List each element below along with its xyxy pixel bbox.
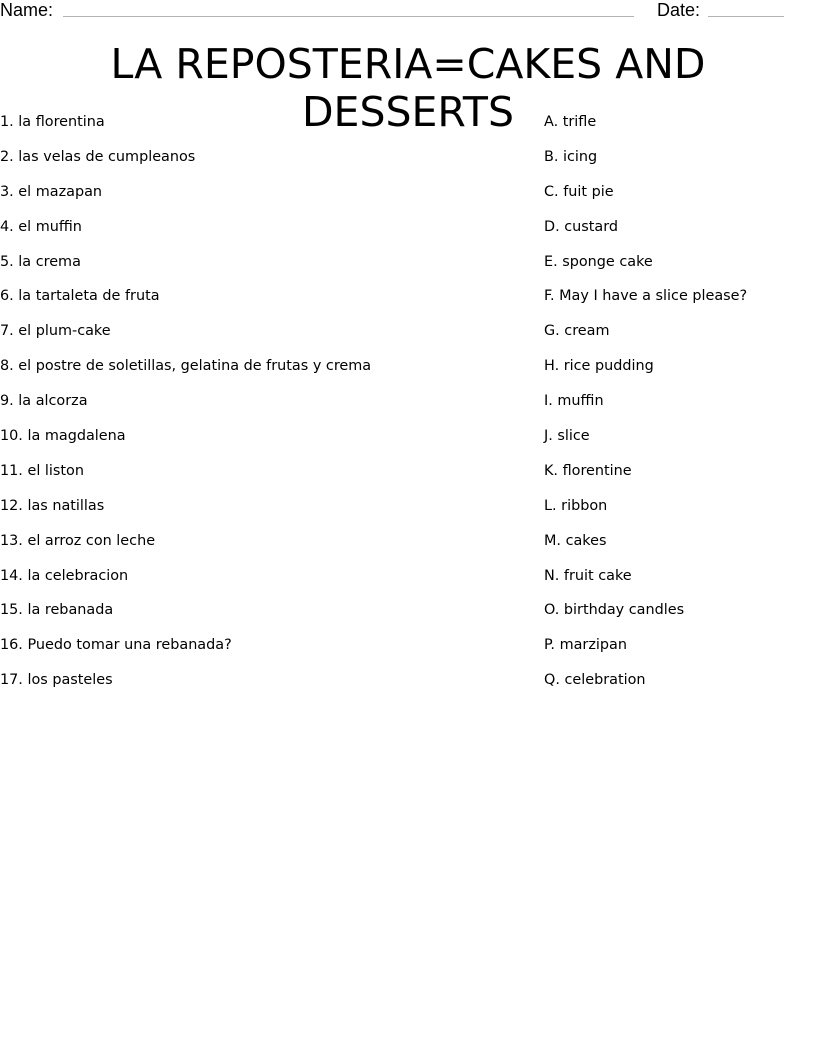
answer-item: N. fruit cake: [544, 567, 632, 584]
answer-item: E. sponge cake: [544, 253, 653, 270]
answer-item: C. fuit pie: [544, 183, 614, 200]
answer-item: Q. celebration: [544, 672, 646, 689]
term-item: 3. el mazapan: [0, 183, 103, 200]
term-item: 10. la magdalena: [0, 428, 126, 445]
term-item: 1. la florentina: [0, 114, 105, 130]
date-blank-line: [708, 16, 784, 17]
term-item: 11. el liston: [0, 462, 84, 479]
answer-item: G. cream: [544, 323, 610, 340]
terms-list: [0, 112, 520, 705]
answer-item: D. custard: [544, 218, 619, 235]
term-item: 16. Puedo tomar una rebanada?: [0, 637, 232, 654]
term-item: 5. la crema: [0, 253, 81, 270]
term-item: 15. la rebanada: [0, 602, 114, 619]
worksheet-header: [0, 0, 816, 24]
answer-item: H. rice pudding: [544, 358, 654, 375]
term-item: 12. las natillas: [0, 497, 105, 514]
term-item: 7. el plum-cake: [0, 323, 111, 340]
answer-item: A. trifle: [544, 114, 597, 130]
name-blank-line: [63, 16, 634, 17]
answer-item: J. slice: [544, 428, 590, 445]
answer-item: L. ribbon: [544, 497, 608, 514]
answer-item: O. birthday candles: [544, 602, 685, 619]
term-item: 14. la celebracion: [0, 567, 129, 584]
term-item: 4. el muffin: [0, 218, 82, 235]
term-item: 6. la tartaleta de fruta: [0, 288, 160, 305]
term-item: 8. el postre de soletillas, gelatina de frutas y crema: [0, 358, 372, 375]
answer-item: F. May I have a slice please?: [544, 288, 748, 305]
answer-item: I. muffin: [544, 393, 604, 410]
answers-list: [544, 112, 814, 705]
date-label: Date:: [657, 0, 701, 20]
answer-item: P. marzipan: [544, 637, 627, 654]
term-item: 2. las velas de cumpleanos: [0, 148, 196, 165]
answer-item: B. icing: [544, 148, 598, 165]
page-title: LA REPOSTERIA=CAKES AND DESSERTS: [110, 40, 706, 136]
answer-item: K. florentine: [544, 462, 632, 479]
name-label: Name:: [0, 0, 54, 20]
answer-item: M. cakes: [544, 532, 607, 549]
term-item: 13. el arroz con leche: [0, 532, 156, 549]
term-item: 17. los pasteles: [0, 672, 113, 689]
term-item: 9. la alcorza: [0, 393, 88, 410]
